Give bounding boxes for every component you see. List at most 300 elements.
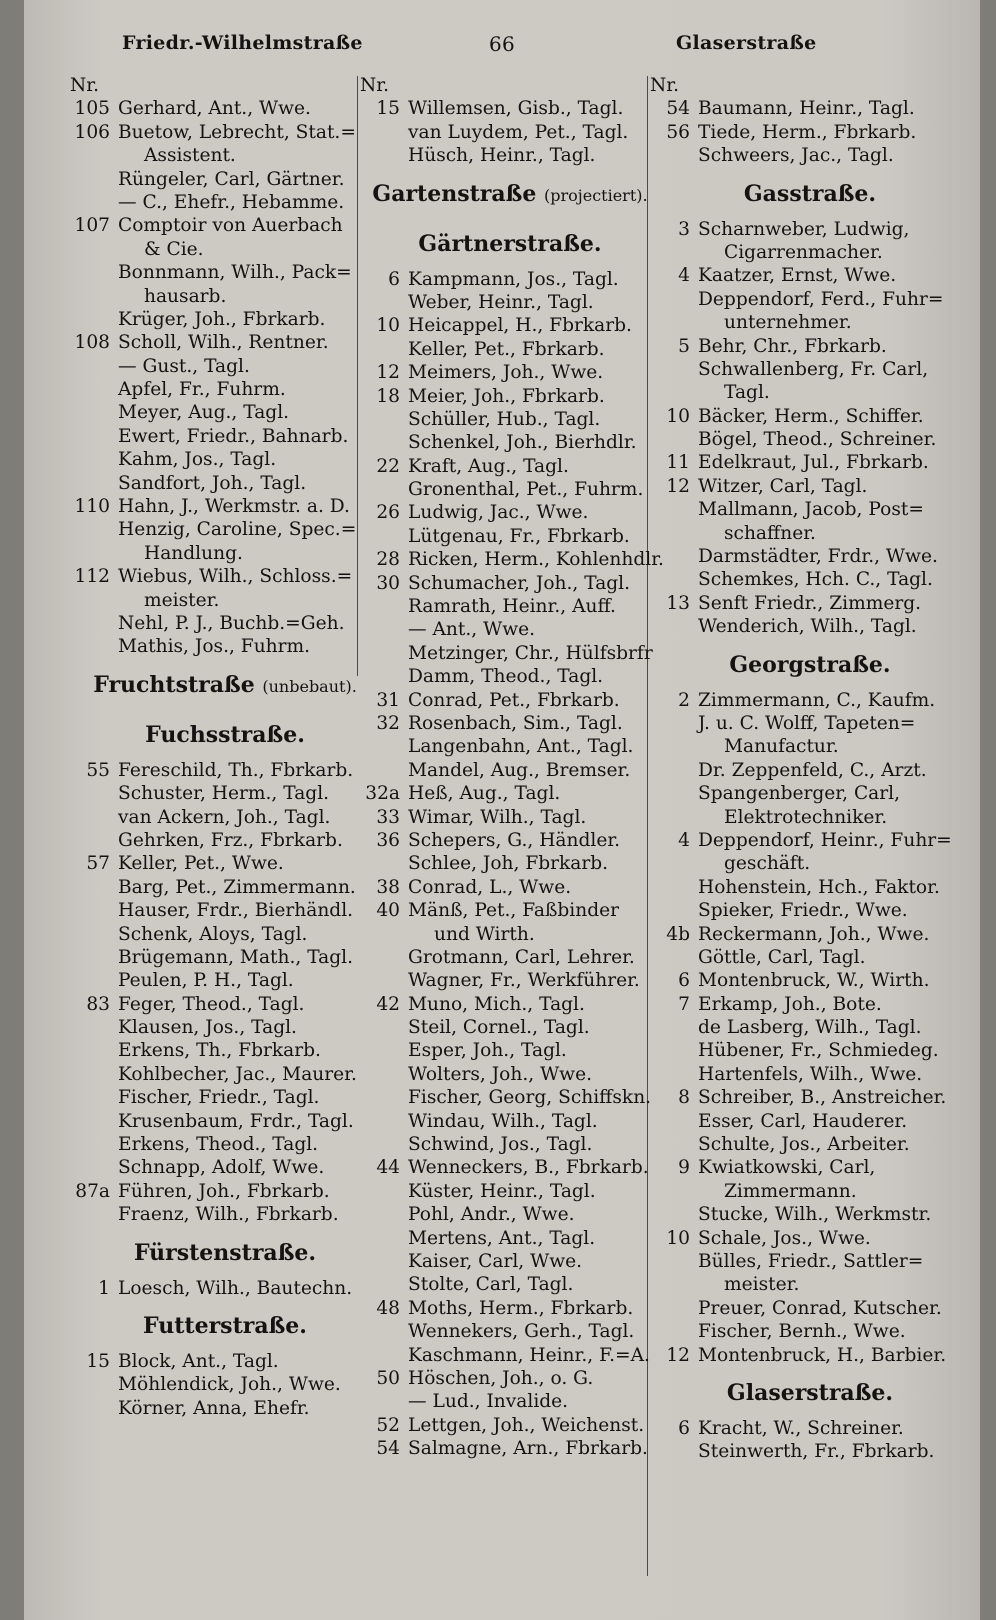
entry-text: Grotmann, Carl, Lehrer. <box>408 946 635 968</box>
entry-text: Steinwerth, Fr., Fbrkarb. <box>698 1441 935 1463</box>
street-name: Futterstraße. <box>143 1312 307 1339</box>
entry-text: Dr. Zeppenfeld, C., Arzt. <box>698 759 927 781</box>
directory-entry <box>650 1250 970 1273</box>
house-number: 10 <box>666 1227 690 1249</box>
entry-text: Schale, Jos., Wwe. <box>698 1227 871 1249</box>
directory-entry <box>360 572 660 595</box>
entry-text: Willemsen, Gisb., Tagl. <box>408 98 624 120</box>
entry-text: Bäcker, Herm., Schiffer. <box>698 405 924 427</box>
entry-continuation: unternehmer. <box>724 312 852 334</box>
directory-entry <box>360 1344 660 1367</box>
directory-entry <box>70 425 380 448</box>
house-number: 26 <box>376 502 400 524</box>
house-number: 107 <box>74 215 110 237</box>
house-number: 112 <box>74 566 110 588</box>
column-2 <box>360 74 664 1460</box>
entry-text: Küster, Heinr., Tagl. <box>408 1180 596 1202</box>
directory-entry <box>360 595 660 618</box>
entry-text: Loesch, Wilh., Bautechn. <box>118 1277 353 1299</box>
entry-text: Scholl, Wilh., Rentner. <box>118 332 329 354</box>
entry-text: Bülles, Friedr., Sattler= <box>698 1250 924 1272</box>
directory-entry <box>70 1039 380 1062</box>
entry-text: Ewert, Friedr., Bahnarb. <box>118 425 349 447</box>
entry-text: Deppendorf, Heinr., Fuhr= <box>698 829 952 851</box>
directory-entry <box>70 759 380 782</box>
directory-entry <box>70 993 380 1016</box>
entry-continuation: Tagl. <box>724 382 770 404</box>
column-1 <box>70 74 380 1420</box>
directory-entry <box>70 1063 380 1086</box>
directory-entry <box>70 829 380 852</box>
house-number: 12 <box>666 1344 690 1366</box>
entry-text: Esser, Carl, Hauderer. <box>698 1110 908 1132</box>
entry-text: Mertens, Ant., Tagl. <box>408 1227 596 1249</box>
directory-entry <box>360 876 660 899</box>
directory-entry <box>70 782 380 805</box>
house-number: 28 <box>376 549 400 571</box>
house-number: 55 <box>86 759 110 781</box>
house-number: 15 <box>86 1350 110 1372</box>
directory-entry <box>650 264 970 287</box>
entry-text: Nr. <box>650 75 680 96</box>
directory-entry <box>70 214 380 237</box>
directory-entry <box>70 1086 380 1109</box>
directory-entry <box>70 448 380 471</box>
entry-text: Montenbruck, W., Wirth. <box>698 970 930 992</box>
directory-entry <box>650 1039 970 1062</box>
entry-text: Stolte, Carl, Tagl. <box>408 1274 574 1296</box>
entry-text: Schulte, Jos., Arbeiter. <box>698 1134 910 1156</box>
house-number: 38 <box>376 876 400 898</box>
entry-text: Deppendorf, Ferd., Fuhr= <box>698 288 944 310</box>
directory-entry <box>650 1320 970 1343</box>
directory-page <box>24 0 980 1620</box>
directory-entry <box>360 1367 660 1390</box>
entry-text: Schumacher, Joh., Tagl. <box>408 572 631 594</box>
entry-text: Mallmann, Jacob, Post= <box>698 499 924 521</box>
directory-entry <box>360 993 660 1016</box>
directory-entry <box>360 1273 660 1296</box>
entry-text: Pohl, Andr., Wwe. <box>408 1204 575 1226</box>
directory-entry <box>650 946 970 969</box>
directory-entry <box>650 405 970 428</box>
directory-entry <box>70 589 380 612</box>
directory-entry <box>70 806 380 829</box>
house-number: 3 <box>678 218 690 240</box>
directory-entry <box>650 923 970 946</box>
directory-entry <box>360 1133 660 1156</box>
directory-entry <box>70 472 380 495</box>
entry-text: — Lud., Invalide. <box>408 1391 569 1413</box>
entry-text: Tiede, Herm., Fbrkarb. <box>698 121 917 143</box>
entry-text: Apfel, Fr., Fuhrm. <box>118 379 286 401</box>
house-number: 4b <box>666 923 690 945</box>
running-head-left: Friedr.-Wilhelmstraße <box>122 32 363 54</box>
entry-text: Steil, Cornel., Tagl. <box>408 1017 590 1039</box>
entry-text: Schenkel, Joh., Bierhdlr. <box>408 432 637 454</box>
directory-entry <box>360 385 660 408</box>
directory-entry <box>70 899 380 922</box>
directory-entry <box>360 1250 660 1273</box>
entry-text: Kampmann, Jos., Tagl. <box>408 268 619 290</box>
entry-text: Muno, Mich., Tagl. <box>408 993 585 1015</box>
house-number: 1 <box>98 1277 110 1299</box>
directory-entry <box>70 1373 380 1396</box>
entry-text: Meier, Joh., Fbrkarb. <box>408 385 605 407</box>
directory-entry <box>360 782 660 805</box>
directory-entry <box>650 144 970 167</box>
directory-entry <box>70 331 380 354</box>
directory-entry <box>70 1397 380 1420</box>
street-heading <box>70 1300 380 1350</box>
directory-entry <box>70 518 380 541</box>
directory-entry <box>650 1086 970 1109</box>
entry-text: Nr. <box>70 75 100 96</box>
entry-text: Wenderich, Wilh., Tagl. <box>698 616 917 638</box>
house-number: 48 <box>376 1297 400 1319</box>
entry-text: Schwallenberg, Fr. Carl, <box>698 358 929 380</box>
entry-text: Ricken, Herm., Kohlenhdlr. <box>408 549 664 571</box>
directory-entry <box>70 308 380 331</box>
entry-text: Ludwig, Jac., Wwe. <box>408 502 589 524</box>
directory-entry <box>70 876 380 899</box>
entry-text: Lettgen, Joh., Weichenst. <box>408 1414 645 1436</box>
directory-entry <box>70 612 380 635</box>
entry-text: Nr. <box>360 75 390 96</box>
directory-entry <box>650 475 970 498</box>
street-heading <box>360 218 660 268</box>
directory-entry <box>650 806 970 829</box>
entry-text: Gehrken, Frz., Fbrkarb. <box>118 829 343 851</box>
entry-text: Wagner, Fr., Werkführer. <box>408 970 640 992</box>
house-number: 52 <box>376 1414 400 1436</box>
directory-entry <box>650 1016 970 1039</box>
entry-text: Wimar, Wilh., Tagl. <box>408 806 587 828</box>
entry-text: Behr, Chr., Fbrkarb. <box>698 335 887 357</box>
entry-text: Höschen, Joh., o. G. <box>408 1367 594 1389</box>
house-number: 11 <box>666 452 690 474</box>
entry-text: Meyer, Aug., Tagl. <box>118 402 290 424</box>
entry-text: Kraft, Aug., Tagl. <box>408 455 569 477</box>
entry-text: de Lasberg, Wilh., Tagl. <box>698 1017 922 1039</box>
running-head-right: Glaserstraße <box>676 32 817 54</box>
directory-entry <box>650 545 970 568</box>
entry-text: Hartenfels, Wilh., Wwe. <box>698 1063 923 1085</box>
entry-text: — Gust., Tagl. <box>118 355 250 377</box>
entry-text: Göttle, Carl, Tagl. <box>698 946 866 968</box>
directory-entry <box>360 1437 660 1460</box>
entry-text: Esper, Joh., Tagl. <box>408 1040 567 1062</box>
entry-text: Mandel, Aug., Bremser. <box>408 759 631 781</box>
entry-text: Windau, Wilh., Tagl. <box>408 1110 598 1132</box>
entry-text: Mathis, Jos., Fuhrm. <box>118 636 311 658</box>
directory-entry <box>70 191 380 214</box>
directory-entry <box>650 1344 970 1367</box>
entry-continuation: Assistent. <box>144 145 236 167</box>
directory-entry <box>360 1203 660 1226</box>
street-heading <box>650 639 970 689</box>
entry-text: Montenbruck, H., Barbier. <box>698 1344 947 1366</box>
entry-text: Lütgenau, Fr., Fbrkarb. <box>408 525 630 547</box>
directory-entry <box>360 1414 660 1437</box>
entry-text: Hauser, Frdr., Bierhändl. <box>118 900 354 922</box>
street-heading <box>70 709 380 759</box>
directory-entry <box>650 1297 970 1320</box>
street-name: Gartenstraße <box>372 180 537 207</box>
directory-entry <box>650 592 970 615</box>
entry-text: J. u. C. Wolff, Tapeten= <box>698 712 916 734</box>
directory-entry <box>70 495 380 518</box>
directory-entry <box>360 1110 660 1133</box>
entry-continuation: Handlung. <box>144 542 243 564</box>
directory-entry <box>650 1227 970 1250</box>
directory-entry <box>360 361 660 384</box>
directory-entry <box>360 1320 660 1343</box>
house-number: 50 <box>376 1367 400 1389</box>
directory-entry <box>650 218 970 241</box>
directory-entry <box>70 401 380 424</box>
entry-text: van Luydem, Pet., Tagl. <box>408 121 629 143</box>
directory-entry <box>70 969 380 992</box>
house-number: 36 <box>376 829 400 851</box>
entry-continuation: meister. <box>144 589 220 611</box>
house-number: 42 <box>376 993 400 1015</box>
directory-entry <box>360 314 660 337</box>
entry-text: Führen, Joh., Fbrkarb. <box>118 1180 330 1202</box>
directory-entry <box>650 1273 970 1296</box>
directory-entry <box>360 478 660 501</box>
directory-entry <box>650 498 970 521</box>
entry-text: Ramrath, Heinr., Auff. <box>408 596 616 618</box>
entry-text: Stucke, Wilh., Werkmstr. <box>698 1204 932 1226</box>
house-number: 54 <box>376 1438 400 1460</box>
entry-text: Schnapp, Adolf, Wwe. <box>118 1157 325 1179</box>
directory-entry <box>650 1063 970 1086</box>
directory-entry <box>650 852 970 875</box>
directory-entry <box>360 642 660 665</box>
directory-entry <box>360 97 660 120</box>
entry-text: Kracht, W., Schreiner. <box>698 1417 904 1439</box>
directory-entry <box>360 969 660 992</box>
street-note: (projectiert). <box>544 185 648 205</box>
street-heading <box>70 1227 380 1277</box>
entry-text: Brügemann, Math., Tagl. <box>118 946 354 968</box>
street-heading <box>70 659 380 709</box>
entry-text: Schweers, Jac., Tagl. <box>698 145 894 167</box>
directory-entry <box>360 548 664 571</box>
street-name: Gärtnerstraße. <box>418 230 602 257</box>
column-3 <box>650 74 970 1464</box>
directory-entry <box>360 431 660 454</box>
entry-text: Langenbahn, Ant., Tagl. <box>408 736 634 758</box>
directory-entry <box>70 635 380 658</box>
directory-entry <box>650 428 970 451</box>
directory-entry <box>650 568 970 591</box>
number-column-label <box>650 74 970 97</box>
entry-continuation: Cigarrenmacher. <box>724 241 883 263</box>
entry-text: Salmagne, Arn., Fbrkarb. <box>408 1438 648 1460</box>
entry-text: Kaatzer, Ernst, Wwe. <box>698 265 897 287</box>
entry-text: Fischer, Friedr., Tagl. <box>118 1087 320 1109</box>
entry-text: Schepers, G., Händler. <box>408 829 621 851</box>
house-number: 13 <box>666 592 690 614</box>
entry-text: Schenk, Aloys, Tagl. <box>118 923 308 945</box>
entry-text: Baumann, Heinr., Tagl. <box>698 98 915 120</box>
entry-text: Zimmermann, C., Kaufm. <box>698 689 936 711</box>
directory-entry <box>70 261 380 284</box>
directory-entry <box>650 311 970 334</box>
entry-text: Fischer, Georg, Schiffskn. <box>408 1087 652 1109</box>
entry-text: Wolters, Joh., Wwe. <box>408 1063 593 1085</box>
house-number: 44 <box>376 1157 400 1179</box>
directory-entry <box>360 408 660 431</box>
directory-entry <box>360 1297 660 1320</box>
house-number: 110 <box>74 496 110 518</box>
directory-entry <box>650 1203 970 1226</box>
directory-entry <box>70 1016 380 1039</box>
entry-text: Fraenz, Wilh., Fbrkarb. <box>118 1204 339 1226</box>
directory-entry <box>360 946 660 969</box>
house-number: 7 <box>678 993 690 1015</box>
directory-entry <box>70 1180 380 1203</box>
directory-entry <box>360 1016 660 1039</box>
entry-text: Bonnmann, Wilh., Pack= <box>118 262 352 284</box>
directory-entry <box>70 946 380 969</box>
street-name: Fürstenstraße. <box>133 1239 317 1266</box>
directory-entry <box>70 121 380 144</box>
entry-text: Keller, Pet., Wwe. <box>118 853 284 875</box>
directory-entry <box>70 238 380 261</box>
street-heading <box>650 168 970 218</box>
house-number: 54 <box>666 98 690 120</box>
entry-continuation: Manufactur. <box>724 736 839 758</box>
directory-entry <box>360 735 660 758</box>
entry-text: Hahn, J., Werkmstr. a. D. <box>118 496 350 518</box>
page-number: 66 <box>489 32 516 56</box>
directory-entry <box>360 1039 660 1062</box>
directory-entry <box>650 1110 970 1133</box>
entry-text: Preuer, Conrad, Kutscher. <box>698 1297 942 1319</box>
entry-text: Gronenthal, Pet., Fuhrm. <box>408 479 644 501</box>
entry-text: Gerhard, Ant., Wwe. <box>118 98 311 120</box>
directory-entry <box>70 1110 380 1133</box>
entry-text: Kahm, Jos., Tagl. <box>118 449 277 471</box>
entry-text: Barg, Pet., Zimmermann. <box>118 876 356 898</box>
house-number: 18 <box>376 385 400 407</box>
directory-entry <box>70 378 380 401</box>
entry-text: Buetow, Lebrecht, Stat.= <box>118 121 356 143</box>
entry-text: Schuster, Herm., Tagl. <box>118 783 330 805</box>
entry-text: Meimers, Joh., Wwe. <box>408 362 604 384</box>
directory-entry <box>650 288 970 311</box>
entry-text: Kohlbecher, Jac., Maurer. <box>118 1063 357 1085</box>
directory-entry <box>70 97 380 120</box>
entry-continuation: Zimmermann. <box>724 1180 857 1202</box>
directory-entry <box>70 542 380 565</box>
directory-entry <box>650 451 970 474</box>
entry-text: Spieker, Friedr., Wwe. <box>698 900 908 922</box>
entry-text: Damm, Theod., Tagl. <box>408 666 604 688</box>
entry-text: Sandfort, Joh., Tagl. <box>118 472 307 494</box>
entry-continuation: meister. <box>724 1274 800 1296</box>
street-heading <box>360 168 660 218</box>
house-number: 8 <box>678 1087 690 1109</box>
directory-entry <box>650 1156 970 1179</box>
house-number: 32a <box>365 783 400 805</box>
directory-entry <box>360 1086 660 1109</box>
directory-entry <box>360 852 660 875</box>
entry-text: Peulen, P. H., Tagl. <box>118 970 294 992</box>
house-number: 15 <box>376 98 400 120</box>
directory-entry <box>70 285 380 308</box>
directory-entry <box>360 291 660 314</box>
house-number: 32 <box>376 712 400 734</box>
entry-text: Keller, Pet., Fbrkarb. <box>408 338 605 360</box>
house-number: 40 <box>376 900 400 922</box>
directory-entry <box>650 969 970 992</box>
entry-text: — Ant., Wwe. <box>408 619 536 641</box>
directory-entry <box>360 689 660 712</box>
street-heading <box>650 1367 970 1417</box>
entry-text: Erkens, Theod., Tagl. <box>118 1134 319 1156</box>
street-name: Fuchsstraße. <box>145 721 305 748</box>
directory-entry <box>650 1133 970 1156</box>
directory-entry <box>360 712 660 735</box>
directory-entry <box>360 1390 660 1413</box>
entry-text: Conrad, Pet., Fbrkarb. <box>408 689 620 711</box>
directory-entry <box>70 168 380 191</box>
entry-text: Heß, Aug., Tagl. <box>408 783 561 805</box>
directory-entry <box>360 923 660 946</box>
entry-text: Wiebus, Wilh., Schloss.= <box>118 566 353 588</box>
entry-continuation: geschäft. <box>724 853 811 875</box>
entry-text: Rosenbach, Sim., Tagl. <box>408 712 623 734</box>
house-number: 57 <box>86 853 110 875</box>
entry-continuation: und Wirth. <box>434 923 535 945</box>
directory-entry <box>70 144 380 167</box>
number-column-label <box>360 74 660 97</box>
house-number: 22 <box>376 455 400 477</box>
entry-text: Darmstädter, Frdr., Wwe. <box>698 546 938 568</box>
directory-entry <box>650 993 970 1016</box>
house-number: 4 <box>678 265 690 287</box>
house-number: 12 <box>376 362 400 384</box>
house-number: 30 <box>376 572 400 594</box>
entry-text: Wenneckers, B., Fbrkarb. <box>408 1157 649 1179</box>
directory-entry <box>360 1156 660 1179</box>
entry-text: Kaschmann, Heinr., F.=A. <box>408 1344 650 1366</box>
directory-entry <box>650 121 970 144</box>
directory-entry <box>360 501 660 524</box>
directory-entry <box>650 381 970 404</box>
entry-text: Klausen, Jos., Tagl. <box>118 1017 297 1039</box>
house-number: 56 <box>666 121 690 143</box>
directory-entry <box>650 712 970 735</box>
entry-text: van Ackern, Joh., Tagl. <box>118 806 331 828</box>
directory-entry <box>650 735 970 758</box>
house-number: 6 <box>678 970 690 992</box>
directory-entry <box>650 97 970 120</box>
directory-entry <box>650 782 970 805</box>
entry-text: Schreiber, B., Anstreicher. <box>698 1087 947 1109</box>
directory-entry <box>650 829 970 852</box>
directory-entry <box>650 358 970 381</box>
directory-entry <box>360 618 660 641</box>
entry-text: Wennekers, Gerh., Tagl. <box>408 1321 635 1343</box>
directory-entry <box>650 522 970 545</box>
house-number: 6 <box>678 1417 690 1439</box>
house-number: 10 <box>666 405 690 427</box>
